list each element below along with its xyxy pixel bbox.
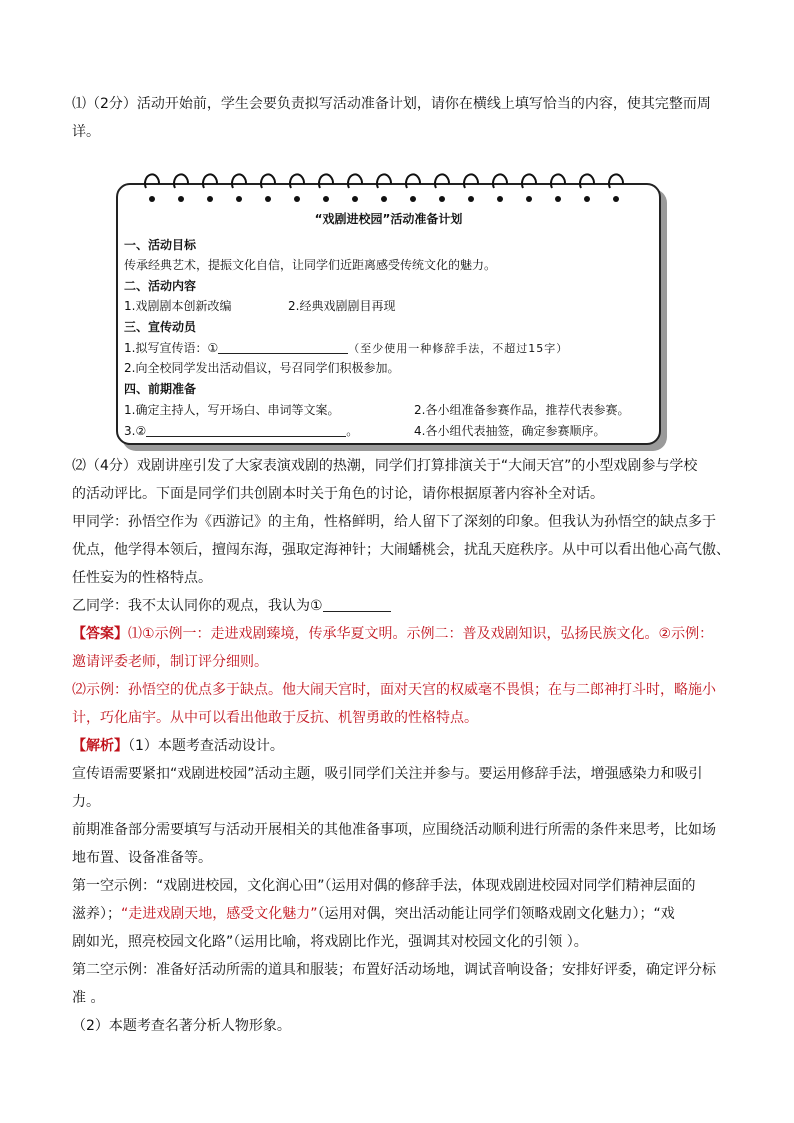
question-2-line-2: 的活动评比。下面是同学们共创剧本时关于角色的讨论，请你根据原著内容补全对话。 [72, 486, 604, 502]
student-yi-blank[interactable] [323, 595, 391, 612]
analysis-line-2: 宣传语需要紧扣“戏剧进校园”活动主题，吸引同学们关注并参与。要运用修辞手法，增强感染力和吸引 [72, 766, 703, 782]
ring-hole-icon [236, 196, 242, 202]
ring-icon [464, 174, 478, 188]
ring-icon [348, 174, 362, 188]
plan-section-1-heading: 一、活动目标 [124, 238, 197, 252]
ring-icon [522, 174, 536, 188]
ring-icon [290, 174, 304, 188]
ring-icon [145, 174, 159, 188]
ring-hole-icon [149, 196, 155, 202]
ring-icon [493, 174, 507, 188]
spiral-binding-icon [140, 172, 640, 206]
analysis-line-10: 准 。 [72, 990, 105, 1006]
slogan-note: （至少使用一种修辞手法，不超过15字） [348, 342, 569, 355]
question-1-intro [72, 90, 732, 146]
plan-section-2-item-1: 1.戏剧剧本创新改编 [124, 299, 232, 313]
analysis-line-4: 前期准备部分需要填写与活动开展相关的其他准备事项，应围绕活动顺利进行所需的条件来思考，比如场 [72, 822, 716, 838]
ring-icon [551, 174, 565, 188]
answer-line-4: 计，巧化庙宇。从中可以看出他敢于反抗、机智勇敢的性格特点。 [72, 710, 478, 726]
slogan-prefix: 1.拟写宣传语：① [124, 341, 219, 355]
ring-hole-icon [439, 196, 445, 202]
analysis-line-3: 力。 [72, 794, 100, 810]
ring-hole-icon [323, 196, 329, 202]
analysis-line-11: （2）本题考查名著分析人物形象。 [72, 1018, 291, 1034]
prep-prefix: 3.② [124, 424, 147, 438]
ring-hole-icon [584, 196, 590, 202]
ring-hole-icon [294, 196, 300, 202]
ring-icon [406, 174, 420, 188]
ring-hole-icon [207, 196, 213, 202]
answer-line-1: 【答案】⑴①示例一：走进戏剧臻境，传承华夏文明。示例二：普及戏剧知识，弘扬民族文化。②示例： [72, 626, 714, 642]
slogan-blank[interactable] [218, 339, 348, 354]
answer-line-2: 邀请评委老师，制订评分细则。 [72, 654, 268, 670]
answer-line-3: ⑵示例：孙悟空的优点多于缺点。他大闹天宫时，面对天宫的权威毫不畏惧；在与二郎神打斗时，略施小 [72, 682, 716, 698]
analysis-line-1: 【解析】（1）本题考查活动设计。 [72, 738, 284, 754]
analysis-line-7: 滋养）；“走进戏剧天地，感受文化魅力”（运用对偶，突出活动能让同学们领略戏剧文化魅力）；“戏 [72, 906, 675, 922]
question-1-line-2: 详。 [72, 124, 100, 140]
student-jia-line-3: 任性妄为的性格特点。 [72, 570, 212, 586]
ring-hole-icon [613, 196, 619, 202]
plan-section-2-item-2: 2.经典戏剧剧目再现 [288, 299, 396, 313]
analysis-line-5: 地布置、设备准备等。 [72, 850, 212, 866]
plan-section-1-text: 传承经典艺术，提振文化自信，让同学们近距离感受传统文化的魅力。 [124, 258, 497, 272]
ring-icon [435, 174, 449, 188]
plan-section-3-item-1 [124, 338, 568, 359]
question-2-line-1: ⑵（4分）戏剧讲座引发了大家表演戏剧的热潮，同学们打算排演关于“大闹天宫”的小型戏剧参与学校 [72, 458, 698, 474]
ring-icon [580, 174, 594, 188]
ring-icon [174, 174, 188, 188]
student-yi-line [72, 592, 732, 620]
ring-icon [609, 174, 623, 188]
analysis-line-8: 剧如光，照亮校园文化路”（运用比喻，将戏剧比作光，强调其对校园文化的引领 ）。 [72, 934, 588, 950]
ring-icon [261, 174, 275, 188]
plan-section-4-item-4: 4.各小组代表抽签，确定参赛顺序。 [414, 424, 606, 438]
student-yi-prefix: 乙同学：我不太认同你的观点，我认为① [72, 598, 323, 614]
ring-hole-icon [178, 196, 184, 202]
ring-hole-icon [526, 196, 532, 202]
ring-hole-icon [497, 196, 503, 202]
ring-hole-icon [265, 196, 271, 202]
student-jia-line-1: 甲同学：孙悟空作为《西游记》的主角，性格鲜明，给人留下了深刻的印象。但我认为孙悟空的缺点多于 [72, 514, 716, 530]
ring-hole-icon [555, 196, 561, 202]
ring-icon [319, 174, 333, 188]
analysis-label: 【解析】 [72, 738, 128, 754]
plan-section-3-item-2: 2.向全校同学发出活动倡议，号召同学们积极参加。 [124, 361, 400, 375]
plan-section-3-heading: 三、宣传动员 [124, 320, 197, 334]
ring-hole-icon [410, 196, 416, 202]
answer-section [72, 620, 732, 732]
ring-icon [377, 174, 391, 188]
student-jia-line-2: 优点，他学得本领后，擅闯东海，强取定海神针；大闹蟠桃会，扰乱天庭秩序。从中可以看出他心高气傲、 [72, 542, 730, 558]
answer-label: 【答案】 [72, 626, 128, 642]
prep-suffix: 。 [346, 424, 359, 438]
ring-hole-icon [381, 196, 387, 202]
plan-section-4-item-2: 2.各小组准备参赛作品，推荐代表参赛。 [414, 403, 630, 417]
analysis-line-9: 第二空示例：准备好活动所需的道具和服装；布置好活动场地，调试音响设备；安排好评委，确定评分标 [72, 962, 716, 978]
ring-hole-icon [352, 196, 358, 202]
prep-blank[interactable] [146, 422, 346, 437]
plan-section-4-item-3 [124, 421, 358, 441]
plan-title: “戏剧进校园”活动准备计划 [314, 212, 463, 226]
plan-notebook [116, 183, 661, 445]
plan-section-4-heading: 四、前期准备 [124, 382, 197, 396]
plan-section-2-heading: 二、活动内容 [124, 279, 197, 293]
analysis-section [72, 732, 732, 1040]
analysis-line-6: 第一空示例：“戏剧进校园，文化润心田”（运用对偶的修辞手法，体现戏剧进校园对同学们精神层面的 [72, 878, 696, 894]
ring-icon [232, 174, 246, 188]
question-2 [72, 452, 732, 620]
ring-icon [203, 174, 217, 188]
question-1-line-1: ⑴（2分）活动开始前，学生会要负责拟写活动准备计划，请你在横线上填写恰当的内容，使其完整而周 [72, 96, 711, 112]
plan-section-4-item-1: 1.确定主持人，写开场白、串词等文案。 [124, 403, 340, 417]
ring-hole-icon [468, 196, 474, 202]
